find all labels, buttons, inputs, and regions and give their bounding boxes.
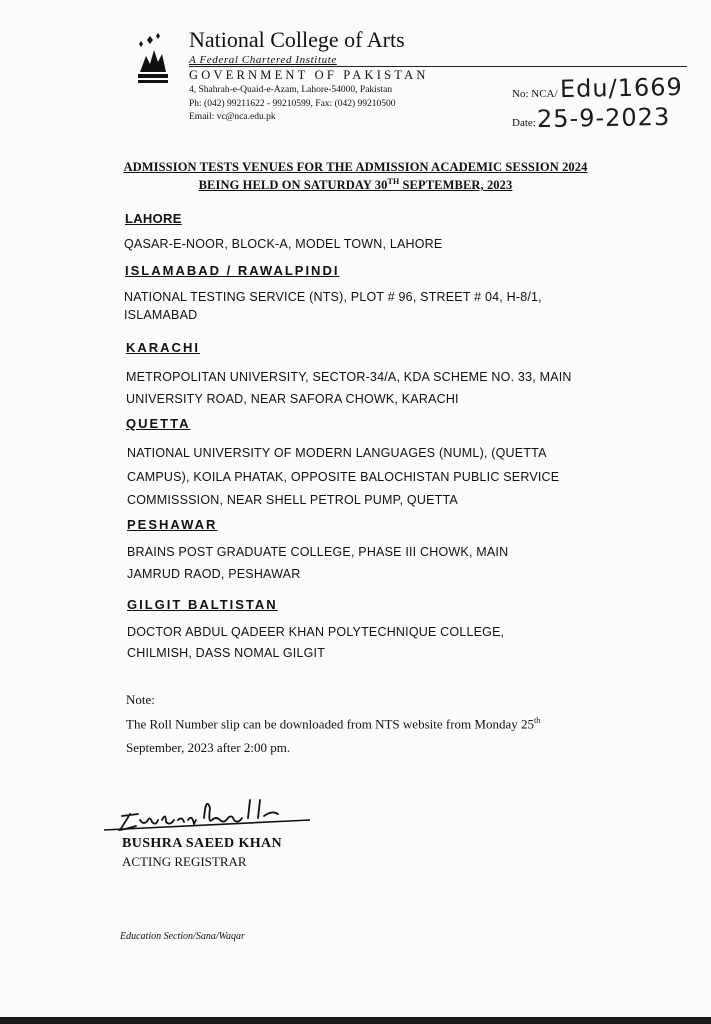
venue-address-line: CHILMISH, DASS NOMAL GILGIT: [127, 646, 326, 660]
venue-city-karachi: KARACHI: [126, 340, 200, 355]
venue-address-line: NATIONAL UNIVERSITY OF MODERN LANGUAGES (NUML), (QUETTA: [127, 446, 547, 460]
org-address: 4, Shahrah-e-Quaid-e-Azam, Lahore-54000, Pakistan: [189, 85, 393, 95]
venue-address-line: COMMISSSION, NEAR SHELL PETROL PUMP, QUETTA: [127, 493, 458, 507]
note-label: Note:: [126, 692, 155, 707]
document-title: [0, 160, 711, 175]
venue-address-line: ISLAMABAD: [124, 308, 198, 322]
org-government: GOVERNMENT OF PAKISTAN: [189, 68, 429, 82]
title-line-1: ADMISSION TESTS VENUES FOR THE ADMISSION ACADEMIC SESSION 2024: [123, 160, 588, 174]
signatory-title: ACTING REGISTRAR: [122, 854, 247, 869]
title-line-2-sup: TH: [387, 177, 400, 186]
title-line-2-post: SEPTEMBER, 2023: [399, 178, 513, 193]
venue-city-gilgit: GILGIT BALTISTAN: [127, 597, 278, 612]
footer-reference: Education Section/Sana/Waqar: [120, 931, 245, 942]
org-email: Email: vc@nca.edu.pk: [189, 112, 276, 122]
org-contact-block: [189, 84, 396, 125]
bottom-edge-bar: [0, 1017, 711, 1024]
note-line-1: [126, 716, 540, 732]
venue-address-line: CAMPUS), KOILA PHATAK, OPPOSITE BALOCHISTAN PUBLIC SERVICE: [127, 470, 560, 484]
document-subtitle: [0, 177, 711, 193]
header-rule: [189, 66, 687, 67]
venue-city-lahore: LAHORE: [125, 211, 182, 226]
signatory-name: BUSHRA SAEED KHAN: [122, 836, 283, 851]
nca-logo-icon: [110, 22, 186, 112]
venue-address-line: NATIONAL TESTING SERVICE (NTS), PLOT # 96, STREET # 04, H-8/1,: [124, 290, 542, 304]
venue-city-islamabad: ISLAMABAD / RAWALPINDI: [125, 263, 340, 278]
org-phone: Ph: (042) 99211622 - 99210599, Fax: (042) 99210500: [189, 98, 396, 109]
venue-address-line: JAMRUD RAOD, PESHAWAR: [127, 567, 301, 581]
venue-address-line: METROPOLITAN UNIVERSITY, SECTOR-34/A, KDA SCHEME NO. 33, MAIN: [126, 370, 572, 384]
ref-label: No: NCA/: [512, 88, 558, 100]
handwritten-signature-icon: [100, 790, 320, 840]
venue-address-line: BRAINS POST GRADUATE COLLEGE, PHASE III CHOWK, MAIN: [127, 545, 509, 559]
venue-address-line: QASAR-E-NOOR, BLOCK-A, MODEL TOWN, LAHORE: [124, 237, 443, 251]
venue-address-line: UNIVERSITY ROAD, NEAR SAFORA CHOWK, KARACHI: [126, 392, 459, 406]
venue-city-peshawar: PESHAWAR: [127, 517, 218, 532]
note-line-1-text: The Roll Number slip can be downloaded from NTS website from Monday 25: [126, 716, 534, 732]
org-name: National College of Arts: [189, 27, 405, 52]
date-label: Date:: [512, 117, 536, 129]
note-line-2: September, 2023 after 2:00 pm.: [126, 740, 291, 755]
title-line-2: BEING HELD ON SATURDAY 30: [198, 178, 388, 193]
venue-city-quetta: QUETTA: [126, 416, 191, 431]
date-handwritten: 25-9-2023: [536, 102, 671, 134]
note-line-1-sup: th: [533, 716, 541, 725]
org-subtitle: A Federal Chartered Institute: [189, 54, 337, 66]
ref-number-handwritten: Edu/1669: [559, 72, 684, 104]
venue-address-line: DOCTOR ABDUL QADEER KHAN POLYTECHNIQUE COLLEGE,: [127, 625, 505, 639]
